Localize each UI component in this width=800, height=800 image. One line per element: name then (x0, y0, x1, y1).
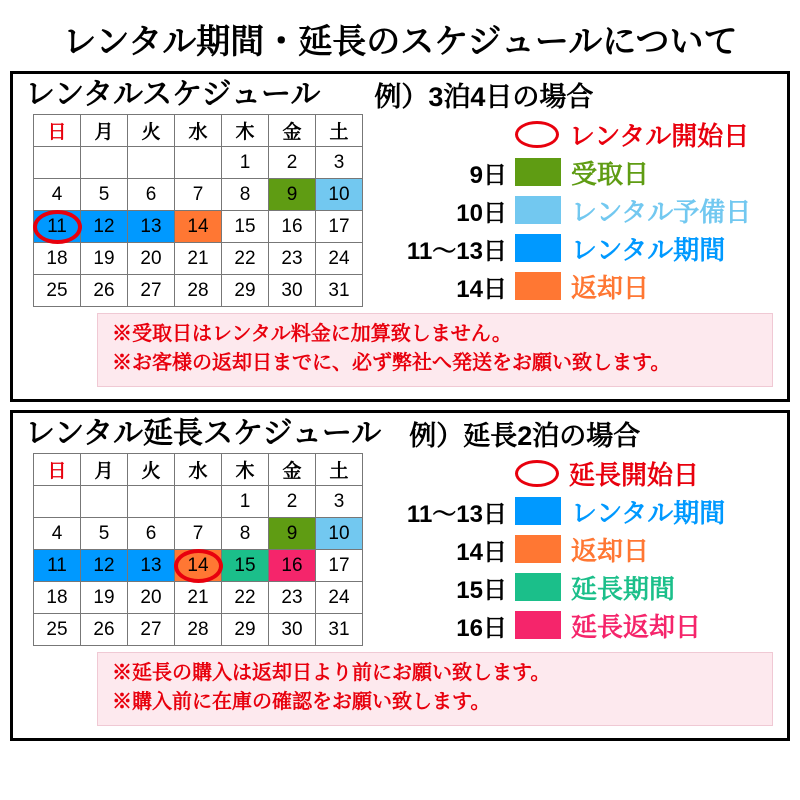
legend-label: 返却日 (571, 535, 650, 566)
weekday-header-金: 金 (269, 115, 316, 147)
note-line: ※延長の購入は返却日より前にお願い致します。 (112, 662, 551, 685)
calendar-cell-13[interactable]: 13 (128, 550, 175, 582)
weekday-header-月: 月 (81, 454, 128, 486)
calendar-cell-23[interactable]: 23 (269, 582, 316, 614)
calendar-extension (19, 451, 363, 646)
legend-label: レンタル期間 (571, 497, 726, 528)
calendar-cell-30[interactable]: 30 (269, 275, 316, 307)
calendar-cell-31[interactable]: 31 (316, 275, 363, 307)
calendar-cell-14[interactable]: 14 (175, 550, 222, 582)
calendar-table (33, 114, 363, 307)
calendar-cell-9[interactable]: 9 (269, 179, 316, 211)
calendar-cell-7[interactable]: 7 (175, 518, 222, 550)
calendar-cell-16[interactable]: 16 (269, 211, 316, 243)
weekday-header-日: 日 (34, 115, 81, 147)
note-line: ※購入前に在庫の確認をお願い致します。 (112, 691, 491, 714)
notes-extension (97, 652, 773, 726)
weekday-header-水: 水 (175, 115, 222, 147)
legend-extension (363, 451, 725, 645)
weekday-header-木: 木 (222, 454, 269, 486)
legend-color-swatch (515, 158, 561, 186)
calendar-cell-empty[interactable] (175, 486, 222, 518)
calendar-cell-16[interactable]: 16 (269, 550, 316, 582)
extension-schedule-panel (10, 410, 790, 741)
calendar-cell-22[interactable]: 22 (222, 582, 269, 614)
calendar-cell-6[interactable]: 6 (128, 179, 175, 211)
panel-header (19, 417, 781, 451)
calendar-cell-31[interactable]: 31 (316, 614, 363, 646)
calendar-cell-3[interactable]: 3 (316, 147, 363, 179)
legend-label: 返却日 (571, 272, 650, 303)
calendar-cell-empty[interactable] (128, 147, 175, 179)
calendar-cell-empty[interactable] (34, 486, 81, 518)
weekday-header-火: 火 (128, 454, 175, 486)
calendar-cell-2[interactable]: 2 (269, 486, 316, 518)
legend-row (389, 154, 751, 190)
calendar-cell-27[interactable]: 27 (128, 275, 175, 307)
calendar-cell-20[interactable]: 20 (128, 582, 175, 614)
calendar-cell-25[interactable]: 25 (34, 275, 81, 307)
calendar-week-row (34, 614, 363, 646)
legend-label: レンタル予備日 (571, 196, 752, 227)
panel-title: レンタル延長スケジュール (25, 417, 382, 451)
legend-row (389, 116, 751, 152)
calendar-cell-23[interactable]: 23 (269, 243, 316, 275)
legend-label: 受取日 (571, 158, 650, 189)
legend-row (389, 192, 751, 228)
calendar-cell-11[interactable]: 11 (34, 550, 81, 582)
legend-day-label: 11〜13日 (406, 500, 507, 528)
calendar-cell-26[interactable]: 26 (81, 614, 128, 646)
calendar-cell-5[interactable]: 5 (81, 518, 128, 550)
legend-day-label: 15日 (456, 576, 507, 604)
legend-circle-icon (515, 460, 559, 487)
calendar-cell-2[interactable]: 2 (269, 147, 316, 179)
legend-color-swatch (515, 535, 561, 563)
calendar-cell-30[interactable]: 30 (269, 614, 316, 646)
calendar-cell-12[interactable]: 12 (81, 550, 128, 582)
calendar-week-row (34, 147, 363, 179)
calendar-cell-28[interactable]: 28 (175, 614, 222, 646)
calendar-cell-21[interactable]: 21 (175, 582, 222, 614)
calendar-cell-1[interactable]: 1 (222, 486, 269, 518)
note-line: ※受取日はレンタル料金に加算致しません。 (112, 323, 512, 346)
legend-color-swatch (515, 272, 561, 300)
legend-label: 延長開始日 (569, 459, 700, 490)
calendar-cell-19[interactable]: 19 (81, 243, 128, 275)
calendar-cell-24[interactable]: 24 (316, 243, 363, 275)
calendar-cell-28[interactable]: 28 (175, 275, 222, 307)
calendar-cell-12[interactable]: 12 (81, 211, 128, 243)
weekday-header-日: 日 (34, 454, 81, 486)
calendar-cell-13[interactable]: 13 (128, 211, 175, 243)
legend-rental (363, 112, 751, 306)
calendar-week-row (34, 179, 363, 211)
calendar-cell-empty[interactable] (81, 486, 128, 518)
legend-color-swatch (515, 611, 561, 639)
calendar-week-row (34, 211, 363, 243)
legend-label: レンタル期間 (571, 234, 726, 265)
calendar-cell-8[interactable]: 8 (222, 518, 269, 550)
legend-day-label: 10日 (456, 199, 507, 227)
calendar-cell-18[interactable]: 18 (34, 243, 81, 275)
calendar-cell-7[interactable]: 7 (175, 179, 222, 211)
calendar-cell-22[interactable]: 22 (222, 243, 269, 275)
calendar-cell-4[interactable]: 4 (34, 179, 81, 211)
calendar-cell-24[interactable]: 24 (316, 582, 363, 614)
legend-color-swatch (515, 196, 561, 224)
page-title: レンタル期間・延長のスケジュールについて (62, 23, 738, 61)
calendar-cell-empty[interactable] (128, 486, 175, 518)
example-title: 例）延長2泊の場合 (409, 421, 641, 452)
calendar-cell-4[interactable]: 4 (34, 518, 81, 550)
legend-label: 延長期間 (571, 573, 676, 604)
notes-rental (97, 313, 773, 387)
calendar-cell-29[interactable]: 29 (222, 614, 269, 646)
calendar-table (33, 453, 363, 646)
calendar-cell-17[interactable]: 17 (316, 211, 363, 243)
calendar-week-row (34, 518, 363, 550)
panel-title: レンタルスケジュール (25, 78, 321, 111)
legend-row (389, 230, 751, 266)
legend-day-label: 14日 (456, 275, 507, 303)
calendar-cell-26[interactable]: 26 (81, 275, 128, 307)
calendar-cell-8[interactable]: 8 (222, 179, 269, 211)
legend-row (389, 569, 725, 605)
weekday-header-金: 金 (269, 454, 316, 486)
calendar-cell-10[interactable]: 10 (316, 518, 363, 550)
calendar-week-row (34, 486, 363, 518)
calendar-cell-21[interactable]: 21 (175, 243, 222, 275)
calendar-cell-15[interactable]: 15 (222, 550, 269, 582)
note-line: ※お客様の返却日までに、必ず弊社へ発送をお願い致します。 (112, 352, 671, 375)
legend-day-label: 14日 (456, 538, 507, 566)
weekday-header-月: 月 (81, 115, 128, 147)
calendar-cell-14[interactable]: 14 (175, 211, 222, 243)
weekday-header-土: 土 (316, 454, 363, 486)
legend-color-swatch (515, 234, 561, 262)
calendar-rental (19, 112, 363, 307)
calendar-week-row (34, 550, 363, 582)
legend-color-swatch (515, 497, 561, 525)
calendar-cell-18[interactable]: 18 (34, 582, 81, 614)
calendar-cell-empty[interactable] (175, 147, 222, 179)
weekday-header-木: 木 (222, 115, 269, 147)
weekday-header-火: 火 (128, 115, 175, 147)
calendar-cell-10[interactable]: 10 (316, 179, 363, 211)
weekday-header-水: 水 (175, 454, 222, 486)
calendar-cell-15[interactable]: 15 (222, 211, 269, 243)
legend-day-label: 9日 (469, 161, 507, 189)
calendar-cell-6[interactable]: 6 (128, 518, 175, 550)
calendar-week-row (34, 243, 363, 275)
legend-row (389, 531, 725, 567)
weekday-header-土: 土 (316, 115, 363, 147)
calendar-week-row (34, 275, 363, 307)
calendar-cell-25[interactable]: 25 (34, 614, 81, 646)
legend-row (389, 455, 725, 491)
legend-row (389, 493, 725, 529)
legend-circle-icon (515, 121, 559, 148)
legend-day-label: 16日 (456, 614, 507, 642)
legend-row (389, 268, 751, 304)
legend-day-label: 11〜13日 (406, 237, 507, 265)
calendar-cell-5[interactable]: 5 (81, 179, 128, 211)
calendar-cell-20[interactable]: 20 (128, 243, 175, 275)
legend-label: 延長返却日 (571, 611, 702, 642)
legend-color-swatch (515, 573, 561, 601)
panel-header (19, 78, 781, 112)
calendar-week-row (34, 582, 363, 614)
calendar-cell-3[interactable]: 3 (316, 486, 363, 518)
rental-schedule-panel (10, 71, 790, 402)
calendar-cell-1[interactable]: 1 (222, 147, 269, 179)
calendar-cell-11[interactable]: 11 (34, 211, 81, 243)
calendar-cell-empty[interactable] (34, 147, 81, 179)
example-title: 例）3泊4日の場合 (374, 82, 594, 112)
calendar-cell-17[interactable]: 17 (316, 550, 363, 582)
legend-label: レンタル開始日 (569, 120, 750, 151)
calendar-cell-29[interactable]: 29 (222, 275, 269, 307)
calendar-cell-empty[interactable] (81, 147, 128, 179)
legend-row (389, 607, 725, 643)
calendar-cell-19[interactable]: 19 (81, 582, 128, 614)
calendar-cell-27[interactable]: 27 (128, 614, 175, 646)
calendar-cell-9[interactable]: 9 (269, 518, 316, 550)
